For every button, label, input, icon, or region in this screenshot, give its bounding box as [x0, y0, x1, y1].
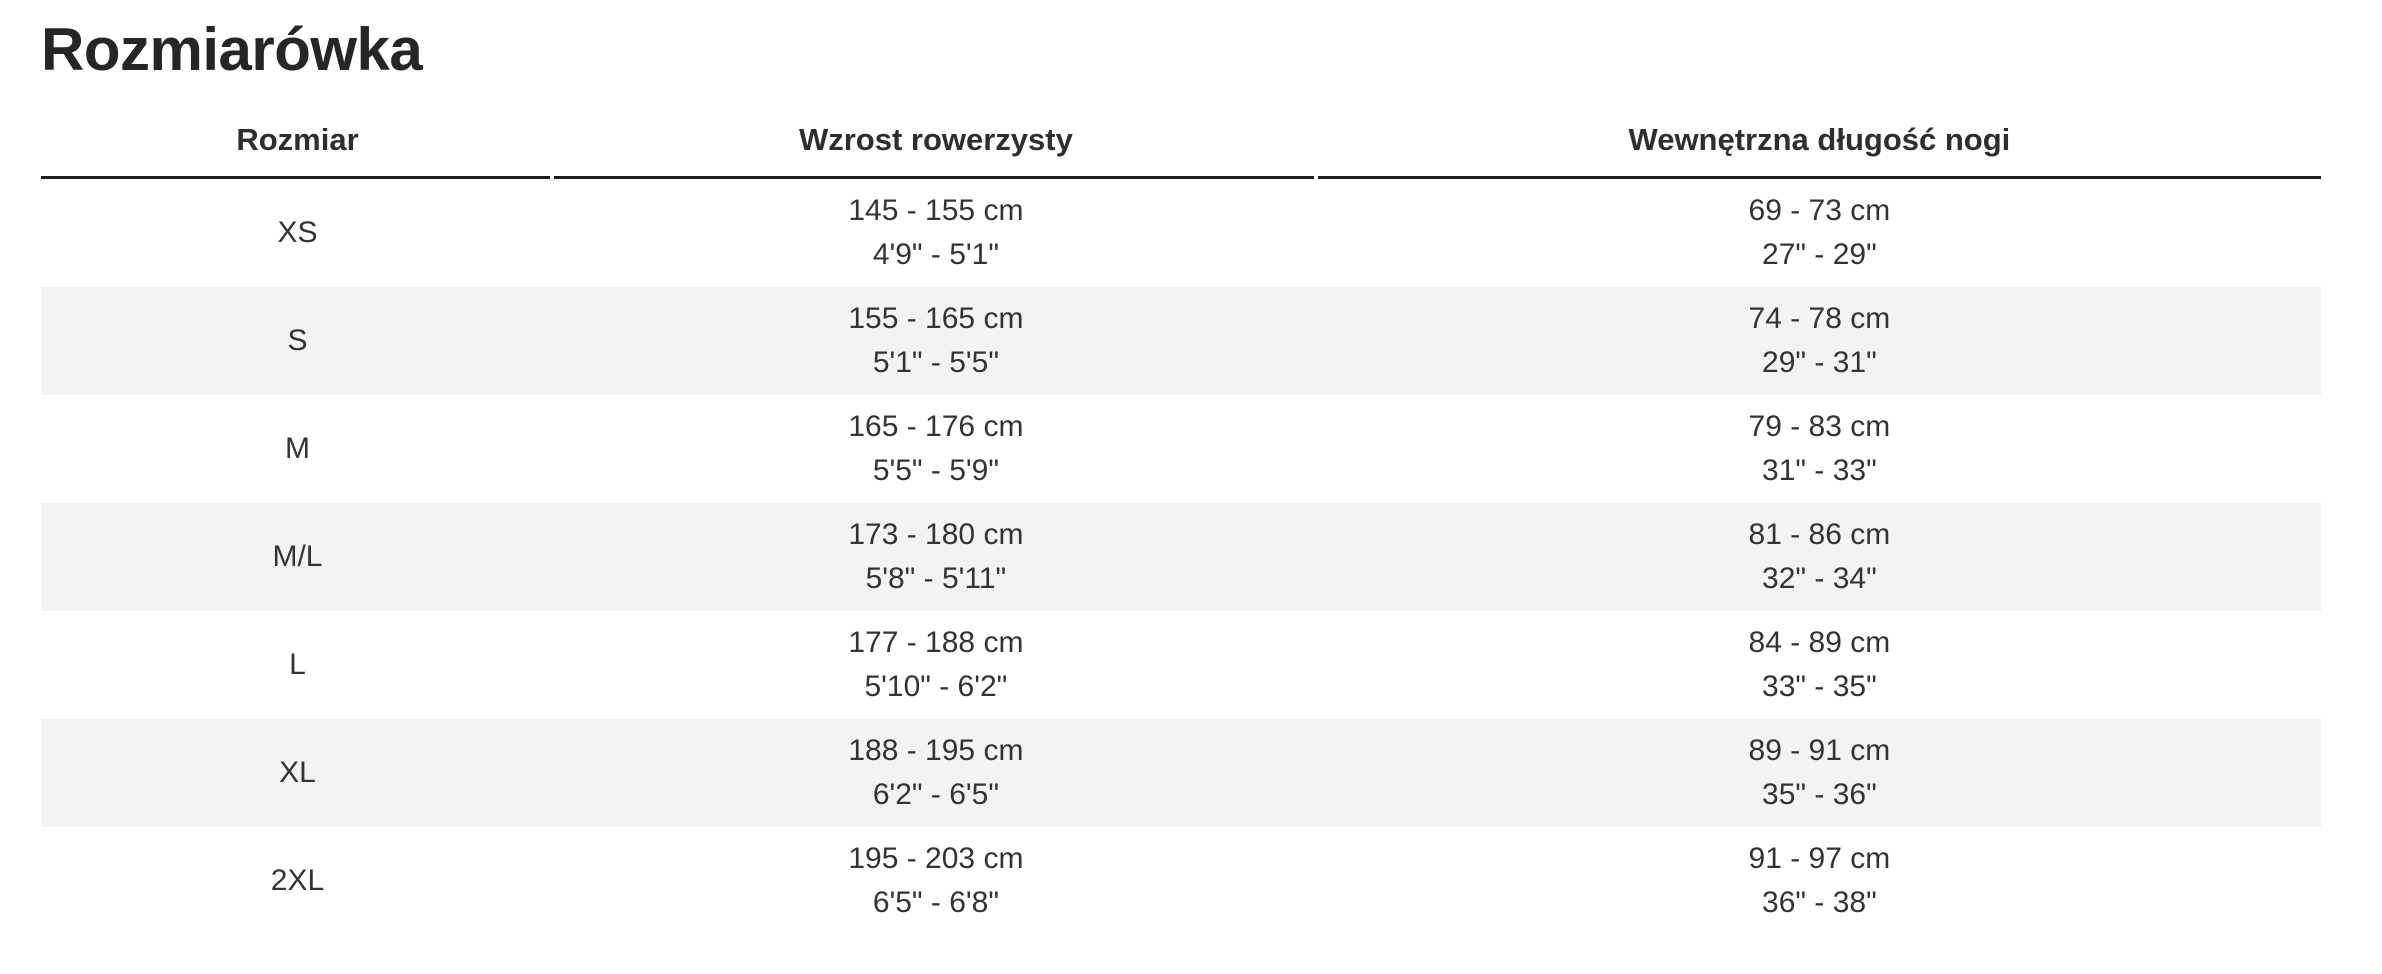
inseam-in: 33" - 35" [1762, 670, 1877, 703]
size-cell [41, 179, 554, 287]
size-cell [41, 395, 554, 503]
rider-height-cell [554, 719, 1318, 827]
inseam-cell [1318, 611, 2321, 719]
size-label: XL [279, 756, 316, 789]
rider-height-cell [554, 611, 1318, 719]
size-cell [41, 827, 554, 935]
rider-height-cm: 173 - 180 cm [848, 518, 1024, 551]
column-header-size: Rozmiar [41, 86, 554, 179]
inseam-in: 36" - 38" [1762, 886, 1877, 919]
inseam-in: 35" - 36" [1762, 778, 1877, 811]
size-label: L [289, 648, 306, 681]
inseam-cell [1318, 503, 2321, 611]
inseam-cell [1318, 287, 2321, 395]
size-cell [41, 287, 554, 395]
table-row [41, 827, 2321, 935]
inseam-cm: 81 - 86 cm [1748, 518, 1891, 551]
size-cell [41, 503, 554, 611]
inseam-cm: 69 - 73 cm [1748, 194, 1891, 227]
table-row [41, 503, 2321, 611]
rider-height-cm: 195 - 203 cm [848, 842, 1024, 875]
rider-height-cm: 188 - 195 cm [848, 734, 1024, 767]
size-cell [41, 719, 554, 827]
rider-height-ftin: 5'10" - 6'2" [864, 670, 1008, 703]
inseam-cell [1318, 179, 2321, 287]
rider-height-cell [554, 827, 1318, 935]
rider-height-ftin: 6'5" - 6'8" [872, 886, 999, 919]
table-row [41, 395, 2321, 503]
rider-height-ftin: 6'2" - 6'5" [872, 778, 999, 811]
column-header-height: Wzrost rowerzysty [554, 86, 1318, 179]
rider-height-cm: 145 - 155 cm [848, 194, 1024, 227]
rider-height-ftin: 4'9" - 5'1" [872, 238, 999, 271]
table-row [41, 287, 2321, 395]
rider-height-cm: 155 - 165 cm [848, 302, 1024, 335]
rider-height-cell [554, 179, 1318, 287]
inseam-cm: 84 - 89 cm [1748, 626, 1891, 659]
inseam-in: 31" - 33" [1762, 454, 1877, 487]
rider-height-ftin: 5'5" - 5'9" [872, 454, 999, 487]
rider-height-cm: 165 - 176 cm [848, 410, 1024, 443]
inseam-cm: 89 - 91 cm [1748, 734, 1891, 767]
inseam-cell [1318, 719, 2321, 827]
size-label: M/L [272, 540, 323, 573]
inseam-in: 32" - 34" [1762, 562, 1877, 595]
size-label: 2XL [270, 864, 325, 897]
rider-height-cell [554, 287, 1318, 395]
inseam-cell [1318, 395, 2321, 503]
size-label: S [287, 324, 308, 357]
size-cell [41, 611, 554, 719]
inseam-cm: 79 - 83 cm [1748, 410, 1891, 443]
table-row [41, 719, 2321, 827]
rider-height-cm: 177 - 188 cm [848, 626, 1024, 659]
table-header-row [41, 86, 2321, 179]
size-label: XS [277, 216, 318, 249]
rider-height-cell [554, 395, 1318, 503]
table-body [41, 179, 2321, 935]
inseam-cm: 91 - 97 cm [1748, 842, 1891, 875]
page-title: Rozmiarówka [41, 16, 423, 83]
rider-height-cell [554, 503, 1318, 611]
table-row [41, 611, 2321, 719]
inseam-in: 27" - 29" [1762, 238, 1877, 271]
table-row [41, 179, 2321, 287]
inseam-cell [1318, 827, 2321, 935]
column-header-inseam: Wewnętrzna długość nogi [1318, 86, 2321, 179]
rider-height-ftin: 5'8" - 5'11" [865, 562, 1007, 595]
size-chart-table [41, 86, 2321, 935]
size-label: M [285, 432, 310, 465]
inseam-in: 29" - 31" [1762, 346, 1877, 379]
inseam-cm: 74 - 78 cm [1748, 302, 1891, 335]
rider-height-ftin: 5'1" - 5'5" [872, 346, 999, 379]
